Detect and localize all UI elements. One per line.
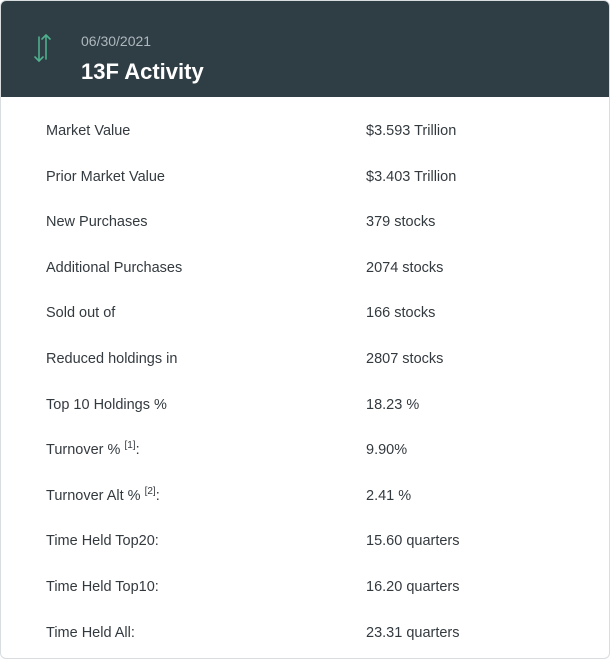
row-label (46, 579, 159, 595)
row-label-text: Top 10 Holdings % (46, 396, 167, 413)
row-label-text: Time Held Top20: (46, 533, 159, 550)
row-value: 2807 stocks (366, 350, 444, 367)
row-label-text: Reduced holdings in (46, 350, 178, 367)
table-row (1, 613, 610, 659)
row-label (46, 260, 182, 276)
row-value: $3.403 Trillion (366, 168, 457, 185)
row-label (46, 123, 130, 139)
report-date: 06/30/2021 (81, 33, 152, 49)
row-value: 16.20 quarters (366, 578, 460, 595)
row-label-suffix: : (135, 442, 140, 459)
table-row (1, 521, 610, 567)
footnote-marker[interactable]: [1] (124, 440, 136, 452)
table-row (1, 248, 610, 294)
row-label (46, 305, 115, 321)
footnote-marker[interactable]: [2] (144, 485, 156, 497)
row-label (46, 169, 165, 185)
row-label-text: Additional Purchases (46, 259, 183, 276)
row-value: 23.31 quarters (366, 624, 460, 641)
table-row (1, 202, 610, 248)
row-label-text: Market Value (46, 123, 131, 139)
row-value: 2074 stocks (366, 259, 444, 276)
table-row (1, 567, 610, 613)
row-label-text: Turnover Alt % (46, 487, 141, 504)
stats-table (1, 111, 610, 658)
row-value: 18.23 % (366, 396, 420, 413)
row-label-text: New Purchases (46, 214, 148, 231)
row-value: 9.90% (366, 442, 408, 459)
table-row (1, 157, 610, 203)
table-row (1, 293, 610, 339)
row-label (46, 442, 140, 458)
row-label (46, 533, 159, 549)
row-label (46, 351, 177, 367)
row-label (46, 397, 167, 413)
up-down-arrows-icon (31, 31, 55, 65)
table-row (1, 476, 610, 522)
row-label-suffix: : (155, 487, 160, 504)
row-label (46, 214, 148, 230)
row-label-text: Sold out of (46, 305, 116, 322)
row-value: 166 stocks (366, 305, 436, 322)
row-label-text: Time Held Top10: (46, 578, 159, 595)
row-value: $3.593 Trillion (366, 123, 457, 139)
row-label-text: Prior Market Value (46, 168, 165, 185)
table-row (1, 385, 610, 431)
table-row (1, 430, 610, 476)
row-label (46, 625, 135, 641)
row-label-text: Turnover % (46, 442, 121, 459)
row-value: 379 stocks (366, 214, 436, 231)
card-title: 13F Activity (81, 59, 204, 84)
table-row (1, 339, 610, 385)
card-header (1, 1, 610, 97)
row-label (46, 485, 160, 504)
row-value: 15.60 quarters (366, 533, 460, 550)
row-value: 2.41 % (366, 487, 412, 504)
row-label-text: Time Held All: (46, 624, 135, 641)
table-row (1, 111, 610, 157)
